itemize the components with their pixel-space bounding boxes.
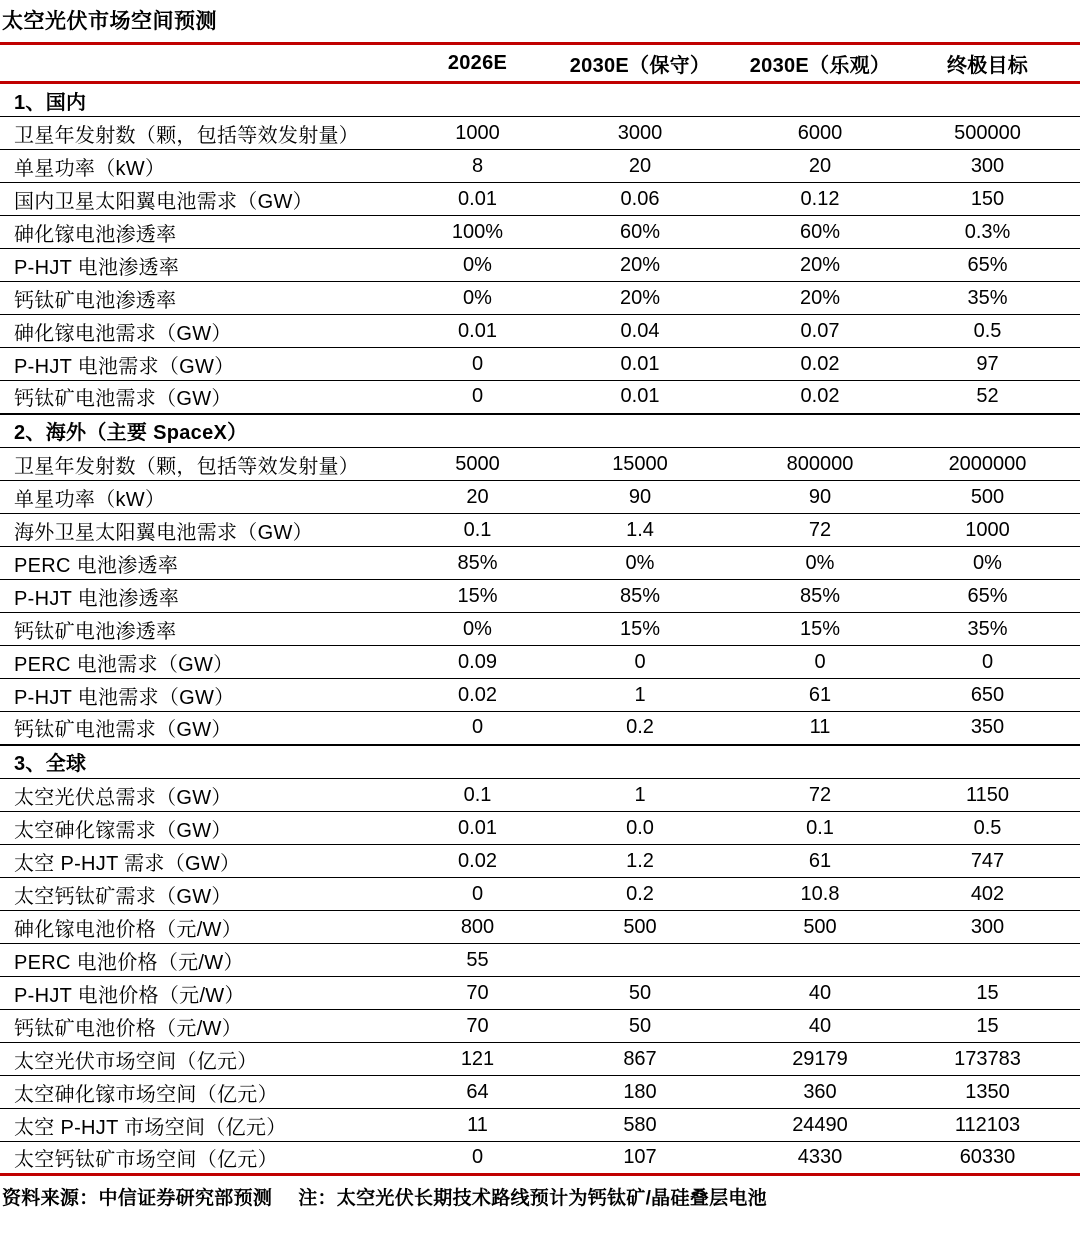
cell-value: 60% <box>535 216 745 249</box>
cell-value: 402 <box>895 878 1080 911</box>
cell-value: 0% <box>420 249 535 282</box>
cell-value: 0.1 <box>420 514 535 547</box>
cell-value: 61 <box>745 845 895 878</box>
cell-value <box>745 944 895 977</box>
cell-value: 60% <box>745 216 895 249</box>
cell-value: 0% <box>895 547 1080 580</box>
table-row <box>0 613 1080 646</box>
section-header-row <box>0 83 1080 117</box>
table-row <box>0 812 1080 845</box>
cell-value: 1150 <box>895 779 1080 812</box>
row-label: 太空钙钛矿需求（GW） <box>0 878 420 911</box>
cell-value: 8 <box>420 150 535 183</box>
table-body <box>0 83 1080 1175</box>
table-row <box>0 282 1080 315</box>
row-label: 海外卫星太阳翼电池需求（GW） <box>0 514 420 547</box>
cell-value: 85% <box>535 580 745 613</box>
row-label: 国内卫星太阳翼电池需求（GW） <box>0 183 420 216</box>
cell-value: 1.2 <box>535 845 745 878</box>
cell-value: 70 <box>420 1010 535 1043</box>
cell-value: 0.5 <box>895 315 1080 348</box>
cell-value: 11 <box>420 1109 535 1142</box>
table-row <box>0 1076 1080 1109</box>
table-row <box>0 878 1080 911</box>
cell-value: 85% <box>745 580 895 613</box>
table-row <box>0 1043 1080 1076</box>
cell-value: 52 <box>895 381 1080 414</box>
cell-value: 72 <box>745 514 895 547</box>
cell-value: 0.02 <box>420 679 535 712</box>
row-label-column-header <box>0 44 420 83</box>
section-header-row <box>0 745 1080 779</box>
cell-value: 11 <box>745 712 895 745</box>
cell-value: 0 <box>420 1142 535 1175</box>
cell-value: 60330 <box>895 1142 1080 1175</box>
section-header-label: 1、国内 <box>0 83 1080 117</box>
row-label: 砷化镓电池需求（GW） <box>0 315 420 348</box>
cell-value: 3000 <box>535 117 745 150</box>
cell-value: 350 <box>895 712 1080 745</box>
row-label: 太空砷化镓市场空间（亿元） <box>0 1076 420 1109</box>
cell-value: 800000 <box>745 448 895 481</box>
table-row <box>0 216 1080 249</box>
cell-value: 300 <box>895 911 1080 944</box>
source-text: 资料来源：中信证券研究部预测 <box>2 1188 273 1209</box>
row-label: P-HJT 电池需求（GW） <box>0 679 420 712</box>
cell-value: 0.02 <box>745 348 895 381</box>
cell-value: 0.06 <box>535 183 745 216</box>
cell-value: 1 <box>535 679 745 712</box>
column-header: 2030E（保守） <box>535 44 745 83</box>
cell-value: 0 <box>745 646 895 679</box>
row-label: 钙钛矿电池渗透率 <box>0 613 420 646</box>
cell-value: 300 <box>895 150 1080 183</box>
cell-value: 0 <box>535 646 745 679</box>
table-row <box>0 1142 1080 1175</box>
cell-value: 29179 <box>745 1043 895 1076</box>
table-row <box>0 1109 1080 1142</box>
cell-value: 0.01 <box>420 812 535 845</box>
cell-value: 1.4 <box>535 514 745 547</box>
cell-value: 150 <box>895 183 1080 216</box>
row-label: 太空钙钛矿市场空间（亿元） <box>0 1142 420 1175</box>
source-note <box>0 1176 1080 1210</box>
cell-value: 0.02 <box>745 381 895 414</box>
table-row <box>0 183 1080 216</box>
table-row <box>0 150 1080 183</box>
cell-value: 20% <box>745 249 895 282</box>
table-row <box>0 547 1080 580</box>
cell-value: 20 <box>535 150 745 183</box>
cell-value: 72 <box>745 779 895 812</box>
cell-value: 15% <box>745 613 895 646</box>
cell-value: 0.04 <box>535 315 745 348</box>
cell-value: 85% <box>420 547 535 580</box>
cell-value: 0.2 <box>535 712 745 745</box>
cell-value: 61 <box>745 679 895 712</box>
cell-value: 0.1 <box>745 812 895 845</box>
row-label: P-HJT 电池渗透率 <box>0 580 420 613</box>
table-row <box>0 779 1080 812</box>
cell-value: 65% <box>895 249 1080 282</box>
cell-value: 0.01 <box>535 381 745 414</box>
cell-value: 1350 <box>895 1076 1080 1109</box>
row-label: 太空砷化镓需求（GW） <box>0 812 420 845</box>
cell-value: 0.3% <box>895 216 1080 249</box>
table-row <box>0 977 1080 1010</box>
row-label: P-HJT 电池价格（元/W） <box>0 977 420 1010</box>
table-row <box>0 348 1080 381</box>
column-header: 终极目标 <box>895 44 1080 83</box>
cell-value: 0% <box>420 613 535 646</box>
table-row <box>0 514 1080 547</box>
column-header: 2030E（乐观） <box>745 44 895 83</box>
forecast-table <box>0 42 1080 1176</box>
cell-value: 15000 <box>535 448 745 481</box>
cell-value: 100% <box>420 216 535 249</box>
row-label: 太空 P-HJT 需求（GW） <box>0 845 420 878</box>
cell-value: 20% <box>745 282 895 315</box>
cell-value: 2000000 <box>895 448 1080 481</box>
row-label: 砷化镓电池渗透率 <box>0 216 420 249</box>
cell-value: 6000 <box>745 117 895 150</box>
cell-value: 15% <box>420 580 535 613</box>
cell-value: 15 <box>895 1010 1080 1043</box>
cell-value: 173783 <box>895 1043 1080 1076</box>
cell-value: 0 <box>420 878 535 911</box>
cell-value: 4330 <box>745 1142 895 1175</box>
table-row <box>0 448 1080 481</box>
row-label: 太空光伏总需求（GW） <box>0 779 420 812</box>
cell-value: 180 <box>535 1076 745 1109</box>
row-label: 钙钛矿电池价格（元/W） <box>0 1010 420 1043</box>
cell-value: 5000 <box>420 448 535 481</box>
cell-value: 90 <box>745 481 895 514</box>
row-label: 单星功率（kW） <box>0 481 420 514</box>
row-label: 钙钛矿电池渗透率 <box>0 282 420 315</box>
row-label: 卫星年发射数（颗，包括等效发射量） <box>0 448 420 481</box>
row-label: 钙钛矿电池需求（GW） <box>0 381 420 414</box>
row-label: PERC 电池渗透率 <box>0 547 420 580</box>
row-label: 单星功率（kW） <box>0 150 420 183</box>
row-label: P-HJT 电池渗透率 <box>0 249 420 282</box>
cell-value: 0 <box>420 348 535 381</box>
section-header-label: 3、全球 <box>0 745 1080 779</box>
cell-value: 107 <box>535 1142 745 1175</box>
cell-value: 20 <box>420 481 535 514</box>
cell-value: 0% <box>420 282 535 315</box>
note-text: 注：太空光伏长期技术路线预计为钙钛矿/晶硅叠层电池 <box>298 1188 767 1209</box>
cell-value: 20% <box>535 249 745 282</box>
table-row <box>0 1010 1080 1043</box>
row-label: 太空光伏市场空间（亿元） <box>0 1043 420 1076</box>
table-row <box>0 381 1080 414</box>
cell-value: 0.12 <box>745 183 895 216</box>
section-header-label: 2、海外（主要 SpaceX） <box>0 414 1080 448</box>
table-row <box>0 712 1080 745</box>
cell-value: 40 <box>745 977 895 1010</box>
cell-value: 0% <box>535 547 745 580</box>
cell-value: 64 <box>420 1076 535 1109</box>
cell-value: 121 <box>420 1043 535 1076</box>
cell-value: 0.02 <box>420 845 535 878</box>
column-header: 2026E <box>420 44 535 83</box>
cell-value: 90 <box>535 481 745 514</box>
cell-value: 0.01 <box>420 183 535 216</box>
cell-value: 97 <box>895 348 1080 381</box>
cell-value: 800 <box>420 911 535 944</box>
table-row <box>0 117 1080 150</box>
cell-value: 35% <box>895 613 1080 646</box>
cell-value: 0.2 <box>535 878 745 911</box>
cell-value: 747 <box>895 845 1080 878</box>
cell-value: 40 <box>745 1010 895 1043</box>
row-label: P-HJT 电池需求（GW） <box>0 348 420 381</box>
cell-value: 65% <box>895 580 1080 613</box>
table-row <box>0 481 1080 514</box>
cell-value: 50 <box>535 977 745 1010</box>
table-header <box>0 44 1080 83</box>
cell-value: 580 <box>535 1109 745 1142</box>
cell-value: 650 <box>895 679 1080 712</box>
cell-value: 112103 <box>895 1109 1080 1142</box>
row-label: PERC 电池价格（元/W） <box>0 944 420 977</box>
table-row <box>0 911 1080 944</box>
cell-value: 0.01 <box>420 315 535 348</box>
table-row <box>0 249 1080 282</box>
cell-value: 15% <box>535 613 745 646</box>
cell-value: 0.0 <box>535 812 745 845</box>
cell-value: 0 <box>895 646 1080 679</box>
cell-value: 35% <box>895 282 1080 315</box>
cell-value: 0% <box>745 547 895 580</box>
cell-value: 500 <box>535 911 745 944</box>
row-label: PERC 电池需求（GW） <box>0 646 420 679</box>
cell-value: 10.8 <box>745 878 895 911</box>
cell-value: 360 <box>745 1076 895 1109</box>
table-row <box>0 315 1080 348</box>
cell-value: 50 <box>535 1010 745 1043</box>
cell-value: 0 <box>420 712 535 745</box>
cell-value: 0 <box>420 381 535 414</box>
cell-value: 1000 <box>420 117 535 150</box>
cell-value: 15 <box>895 977 1080 1010</box>
cell-value <box>895 944 1080 977</box>
cell-value: 0.1 <box>420 779 535 812</box>
cell-value: 867 <box>535 1043 745 1076</box>
row-label: 砷化镓电池价格（元/W） <box>0 911 420 944</box>
table-row <box>0 646 1080 679</box>
row-label: 卫星年发射数（颗，包括等效发射量） <box>0 117 420 150</box>
cell-value: 500 <box>895 481 1080 514</box>
cell-value <box>535 944 745 977</box>
table-row <box>0 845 1080 878</box>
cell-value: 55 <box>420 944 535 977</box>
cell-value: 24490 <box>745 1109 895 1142</box>
table-row <box>0 679 1080 712</box>
cell-value: 1000 <box>895 514 1080 547</box>
cell-value: 0.07 <box>745 315 895 348</box>
cell-value: 70 <box>420 977 535 1010</box>
header-row <box>0 44 1080 83</box>
cell-value: 1 <box>535 779 745 812</box>
cell-value: 0.01 <box>535 348 745 381</box>
cell-value: 20 <box>745 150 895 183</box>
cell-value: 500 <box>745 911 895 944</box>
row-label: 钙钛矿电池需求（GW） <box>0 712 420 745</box>
section-header-row <box>0 414 1080 448</box>
cell-value: 0.5 <box>895 812 1080 845</box>
cell-value: 20% <box>535 282 745 315</box>
cell-value: 0.09 <box>420 646 535 679</box>
table-row <box>0 944 1080 977</box>
row-label: 太空 P-HJT 市场空间（亿元） <box>0 1109 420 1142</box>
table-row <box>0 580 1080 613</box>
page-title: 太空光伏市场空间预测 <box>2 10 217 33</box>
cell-value: 500000 <box>895 117 1080 150</box>
